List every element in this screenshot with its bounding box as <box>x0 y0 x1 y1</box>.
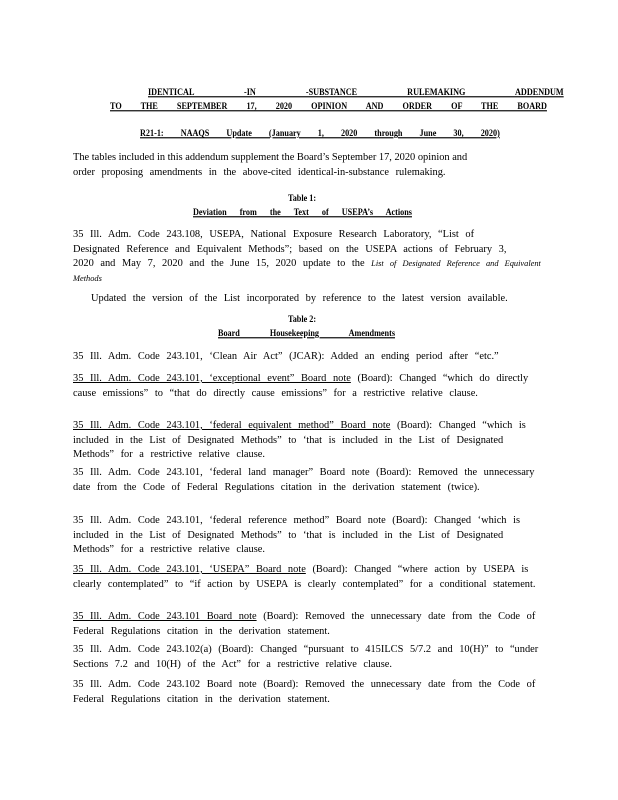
intro-line-2: order proposing amendments in the above-cited identical-in-substance rulemaking. <box>73 166 446 178</box>
intro-paragraph <box>73 151 545 180</box>
table1-entry <box>73 228 545 307</box>
heading-line-3: R21-1: NAAQS Update (January 1, 2020 through June 30, 2020) <box>140 128 500 139</box>
table2-item-8: 35 Ill. Adm. Code 243.102(a) (Board): Changed “pursuant to 415ILCS 5/7.2 and 10(H)” to “under Sections 7.2 and 10(H) of the Act” for a restrictive relative clause. <box>73 644 539 670</box>
table1-note: Updated the version of the List incorporated by reference to the latest version available. <box>91 293 508 305</box>
table2-item-7: 35 Ill. Adm. Code 243.101 Board note (Board): Removed the unnecessary date from the Code of Federal Regulations citation in the derivation statement. <box>73 611 536 637</box>
table2-item-9: 35 Ill. Adm. Code 243.102 Board note (Board): Removed the unnecessary date from the Code of Federal Regulations citation in the derivation statement. <box>73 679 536 705</box>
table2-label: Table 2: <box>288 314 317 325</box>
list-title-italic: List of Designated Reference and Equivalent Methods <box>73 259 541 283</box>
table2-item-2: 35 Ill. Adm. Code 243.101, ‘exceptional event” Board note (Board): Changed “which do directly cause emissions” to “that do directly cause emissions” for a restrictive relative clause. <box>73 373 529 399</box>
table1-entry-line-2: Designated Reference and Equivalent Methods”; based on the USEPA actions of February 3, <box>73 243 507 255</box>
table2-item-6: 35 Ill. Adm. Code 243.101, ‘USEPA” Board note (Board): Changed “where action by USEPA is clearly contemplated” to “if action by USEPA is clearly contemplated” for a conditional statement. <box>73 564 536 590</box>
table1-label: Table 1: <box>288 193 317 204</box>
table2-item-3: 35 Ill. Adm. Code 243.101, ‘federal equivalent method” Board note (Board): Changed “which is included in the List of Designated Methods” to ‘that is included in the List of Designated Methods” for a restrictive relative clause. <box>73 420 526 461</box>
table2-item-5: 35 Ill. Adm. Code 243.101, ‘federal reference method” Board note (Board): Changed ‘which is included in the List of Designated Methods” to ‘that is included in the List of Designated Methods” for a restrictive relative clause. <box>73 515 521 556</box>
table2-title: Board Housekeeping Amendments <box>218 328 396 339</box>
table2-item-1: 35 Ill. Adm. Code 243.101, ‘Clean Air Act” (JCAR): Added an ending period after “etc.” <box>73 351 499 362</box>
table1-entry-line-1: 35 Ill. Adm. Code 243.108, USEPA, National Exposure Research Laboratory, “List of <box>73 229 475 240</box>
heading-line-2: TO THE SEPTEMBER 17, 2020 OPINION AND ORDER OF THE BOARD <box>110 101 547 112</box>
intro-line-1: The tables included in this addendum supplement the Board’s September 17, 2020 opinion and <box>73 152 468 163</box>
table1-entry-line-3: 2020 and May 7, 2020 and the June 15, 2020 update to the List of Designated Reference and Equivalent Methods <box>73 258 541 283</box>
table2-item-4: 35 Ill. Adm. Code 243.101, ‘federal land manager” Board note (Board): Removed the unnecessary date from the Code of Federal Regulations citation in the derivation statement (twice). <box>73 467 535 493</box>
heading-line-1: IDENTICAL -IN -SUBSTANCE RULEMAKING ADDENDUM <box>148 87 564 98</box>
table1-title: Deviation from the Text of USEPA’s Actions <box>193 207 412 218</box>
